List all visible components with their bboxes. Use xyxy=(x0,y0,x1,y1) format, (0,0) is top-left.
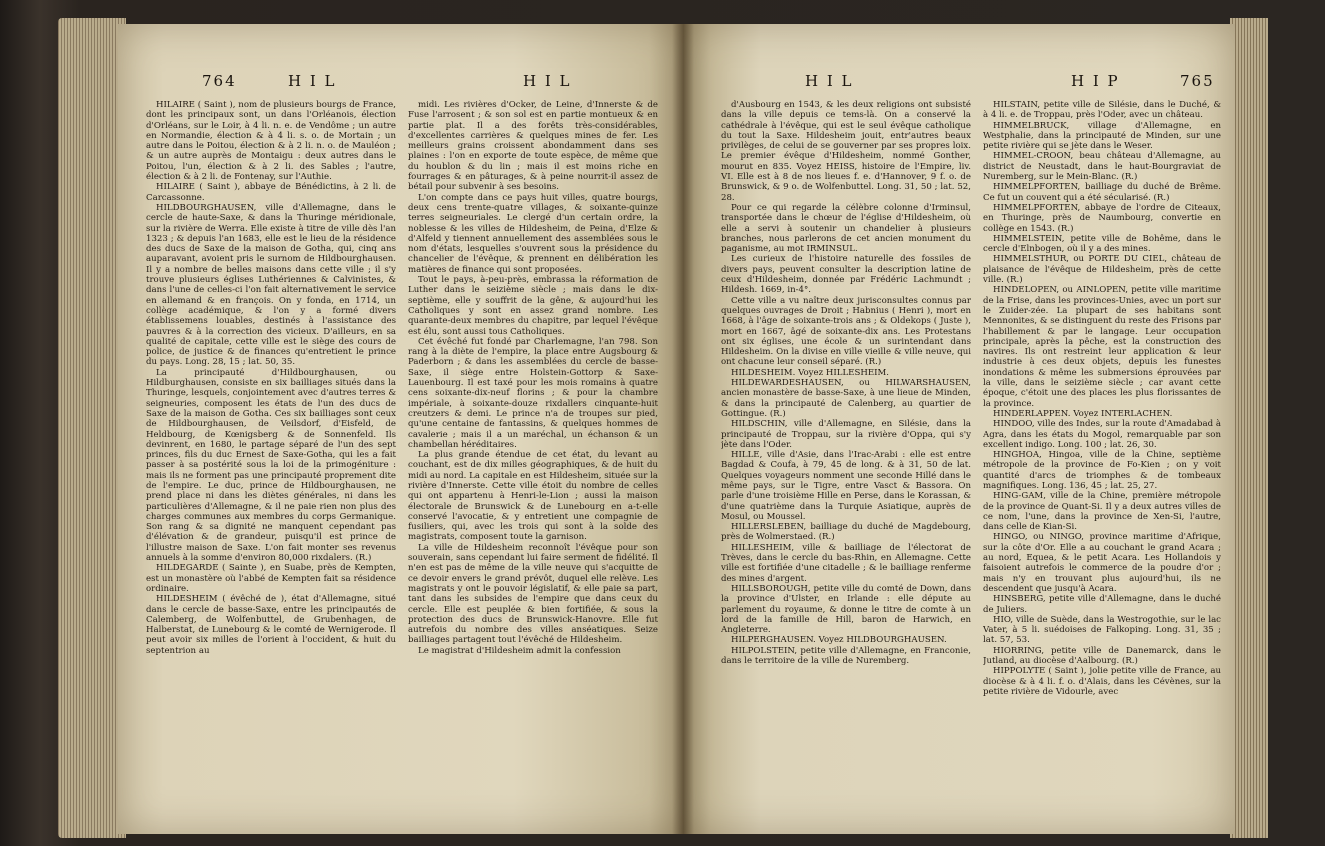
entry-paragraph: HILAIRE ( Saint ), abbaye de Bénédictins, à 2 li. de Carcassonne. xyxy=(146,182,396,203)
left-page xyxy=(118,24,683,834)
entry-paragraph: Les curieux de l'histoire naturelle des fossiles de divers pays, peuvent consulter la description latine de ceux d'Hildesheim, donnée par Frédéric Lachmundt ; Hildesh. 1669, in-4°. xyxy=(721,254,971,296)
page-edges-right xyxy=(1230,18,1268,838)
left-running-head: H I L xyxy=(288,72,337,90)
left-page-number: 764 xyxy=(202,72,237,90)
entry-paragraph: La principauté d'Hildbourghausen, ou Hildburghausen, consiste en six bailliages situés dans la Thuringe, lesquels, conjointement avec d'autres terres & seigneuries, composent les états de l'un des ducs de Saxe de la maison de Gotha. Ces six bailliages sont ceux de Hildbourghausen, de Veilsdorf, d'Eisfeld, de Heldbourg, de Kœnigsberg & de Sonnenfeld. Ils devinrent, en 1680, le partage séparé de l'un des sept princes, fils du duc Ernest de Saxe-Gotha, qui les a fait passer à sa postérité sous la loi de la primogéniture : mais ils ne forment pas une principauté proprement dite de l'empire. Le duc, prince de Hildbourghausen, ne prend place ni dans les diètes générales, ni dans les particulières d'Allemagne, & il ne paie rien non plus des charges communes aux membres du corps Germanique. Son rang & sa dignité ne manquent cependant pas d'élévation & de grandeur, puisqu'il est prince de l'illustre maison de Saxe. L'on fait monter ses revenus annuels à la somme d'environ 80,000 rixdalers. (R.) xyxy=(146,367,396,564)
entry-paragraph: HILLESHEIM, ville & bailliage de l'électorat de Trèves, dans le cercle du bas-Rhin, en Allemagne. Cette ville est fortifiée d'une citadelle ; & le bailliage renferme des mines d'argent. xyxy=(721,542,971,584)
entry-paragraph: La plus grande étendue de cet état, du levant au couchant, est de dix milles géographiques, & de huit du midi au nord. La capitale en est Hildesheim, située sur la rivière d'Innerste. Cette ville étoit du nombre de celles qui ont appartenu à Henri-le-Lion ; aussi la maison électorale de Brunswick & de Lunebourg en a-t-elle conservé l'avocatie, & y entretient une compagnie de fusiliers, qui, avec les trois qui sont à la solde des magistrats, composent toute la garnison. xyxy=(408,450,658,543)
page-edges-left xyxy=(58,18,126,838)
right-page xyxy=(683,24,1235,834)
entry-paragraph: HIO, ville de Suède, dans la Westrogothie, sur le lac Vater, à 5 li. suédoises de Falkoping. Long. 31, 35 ; lat. 57, 53. xyxy=(983,614,1221,646)
entry-paragraph: Tout le pays, à-peu-près, embrassa la réformation de Luther dans le seizième siècle ; mais dans le dix-septième, elle y souffrit de la gêne, & aujourd'hui les Catholiques y sont en assez grand nombre. Les quarante-deux membres du chapitre, par lequel l'évêque est élu, sont aussi tous Catholiques. xyxy=(408,275,658,337)
entry-paragraph: HINGHOA, Hingoa, ville de la Chine, septième métropole de la province de Fo-Kien ; on y voit quantité d'arcs de triomphes & de tombeaux magnifiques. Long. 136, 45 ; lat. 25, 27. xyxy=(983,450,1221,491)
entry-paragraph: Cet évêché fut fondé par Charlemagne, l'an 798. Son rang à la diète de l'empire, la place entre Augsbourg & Paderborn ; & dans les assemblées du cercle de basse-Saxe, il siège entre Holstein-Gottorp & Saxe-Lauenbourg. Il est taxé pour les mois romains à quatre cens soixante-dix-neuf florins ; & pour la chambre impériale, à soixante-douze rixdallers cinquante-huit creutzers & demi. Le prince n'a de troupes sur pied, qu'une centaine de fantassins, & quelques hommes de cavalerie ; mais il a un maréchal, un échanson & un chambellan héréditaires. xyxy=(408,336,658,450)
entry-paragraph: La ville de Hildesheim reconnoît l'évêque pour son souverain, sans cependant lui faire serment de fidélité. Il n'en est pas de même de la ville neuve qui s'acquitte de ce devoir envers le grand prévôt, duquel elle relève. Les magistrats y ont le pouvoir législatif, & elle paie sa part, tant dans les subsides de l'empire que dans ceux du cercle. Elle est peuplée & bien fortifiée, & sous la protection des ducs de Brunswick-Hanovre. Elle fut autrefois du nombre des villes anséatiques. Seize bailliages partagent tout l'évêché de Hildesheim. xyxy=(408,542,658,646)
entry-paragraph: HIPPOLYTE ( Saint ), jolie petite ville de France, au diocèse & à 4 li. f. o. d'Alais, dans les Cévènes, sur la petite rivière de Vidourle, avec xyxy=(983,666,1221,697)
left-running-head-col2: H I L xyxy=(523,72,572,90)
entry-paragraph: HILLSBOROUGH, petite ville du comté de Down, dans la province d'Ulster, en Irlande : elle députe au parlement du royaume, & donne le titre de comte à un lord de la famille de Hill, baron de Harwich, en Angleterre. xyxy=(721,583,971,636)
entry-paragraph: HILPERGHAUSEN. Voyez HILDBOURGHAUSEN. xyxy=(731,635,947,646)
entry-paragraph: HILDSCHIN, ville d'Allemagne, en Silésie, dans la principauté de Troppau, sur la rivière d'Oppa, qui s'y jète dans l'Oder. xyxy=(721,419,971,450)
entry-paragraph: HINDERLAPPEN. Voyez INTERLACHEN. xyxy=(993,408,1173,419)
entry-paragraph: HINSBERG, petite ville d'Allemagne, dans le duché de Juliers. xyxy=(983,594,1221,615)
entry-paragraph: HILDEGARDE ( Sainte ), en Suabe, près de Kempten, est un monastère où l'abbé de Kempten fait sa résidence ordinaire. xyxy=(146,563,396,594)
entry-paragraph: HIMMELBRUCK, village d'Allemagne, en Westphalie, dans la principauté de Minden, sur une petite rivière qui se jète dans le Weser. xyxy=(983,120,1221,152)
column-4 xyxy=(983,100,1221,834)
entry-paragraph: HILLERSLEBEN, bailliage du duché de Magdebourg, près de Wolmerstaed. (R.) xyxy=(721,522,971,543)
entry-paragraph: HILLE, ville d'Asie, dans l'Irac-Arabi : elle est entre Bagdad & Coufa, à 79, 45 de long. & à 31, 50 de lat. Quelques voyageurs nomment une seconde Hillé dans le même pays, sur le Tigre, entre Vasct & Bassora. On parle d'une troisième Hille en Perse, dans le Korassan, & d'une quatrième dans la Turquie Asiatique, auprès de Mosul, ou Moussel. xyxy=(721,450,971,522)
entry-paragraph: Pour ce qui regarde la célèbre colonne d'Irminsul, transportée dans le chœur de l'église d'Hildesheim, où elle a servi à soutenir un chandelier à plusieurs branches, nous parlerons de cet ancien monument du paganisme, au mot IRMINSUL. xyxy=(721,202,971,255)
entry-paragraph: HINDELOPEN, ou AINLOPEN, petite ville maritime de la Frise, dans les provinces-Unies, avec un port sur le Zuider-zée. La plupart de ses habitans sont Mennonites, & se distinguent du reste des Frisons par l'habillement & par le langage. Leur occupation principale, après la pêche, est la construction des navires. Ils ont restreint leur application & leur industrie à ces deux objets, depuis les funestes inondations & même les submersions éprouvées par la ville, dans le seizième siècle ; car avant cette époque, c'étoit une des places les plus florissantes de la province. xyxy=(983,285,1221,409)
entry-paragraph: HIMMELPFORTEN, abbaye de l'ordre de Citeaux, en Thuringe, près de Naumbourg, convertie en collège en 1543. (R.) xyxy=(983,202,1221,234)
right-page-number: 765 xyxy=(1180,72,1215,90)
column-2 xyxy=(408,100,658,834)
entry-paragraph: d'Ausbourg en 1543, & les deux religions ont subsisté dans la ville depuis ce tems-là. On a conservé la cathédrale à l'évêque, qui est le seul évêque catholique du tout la Saxe. Hildesheim jouit, entr'autres beaux privilèges, de celui de se gouverner par ses propres loix. Le premier évêque d'Hildesheim, nommé Gonther, mourut en 835. Voyez HEISS, histoire de l'Empire, liv. VI. Elle est à 8 de nos lieues f. e. d'Hannover, 9 f. o. de Brunswick, & 9 o. de Wolfenbuttel. Long. 31, 50 ; lat. 52, 28. xyxy=(721,100,971,203)
entry-paragraph: HINGO, ou NINGO, province maritime d'Afrique, sur la côte d'Or. Elle a au couchant le grand Acara ; au nord, Equea, & le petit Acara. Les Hollandois y faisoient autrefois le commerce de la poudre d'or ; mais n'y en trouvant plus aujourd'hui, ils ne descendent que jusqu'à Acara. xyxy=(983,532,1221,594)
entry-paragraph: HILDEWARDESHAUSEN, ou HILWARSHAUSEN, ancien monastère de basse-Saxe, à une lieue de Minden, & dans la principauté de Calenberg, au quartier de Gottingue. (R.) xyxy=(721,378,971,419)
entry-paragraph: HIMMELPFORTEN, bailliage du duché de Brême. Ce fut un couvent qui a été sécularisé. (R.) xyxy=(983,182,1221,203)
right-running-head-col1: H I L xyxy=(805,72,854,90)
column-3 xyxy=(721,100,971,834)
entry-paragraph: HIORRING, petite ville de Danemarck, dans le Jutland, au diocèse d'Aalbourg. (R.) xyxy=(983,645,1221,667)
entry-paragraph: HIMMELSTHUR, ou PORTE DU CIEL, château de plaisance de l'évêque de Hildesheim, près de cette ville. (R.) xyxy=(983,254,1221,286)
entry-paragraph: HILPOLSTEIN, petite ville d'Allemagne, en Franconie, dans le territoire de la ville de Nuremberg. xyxy=(721,645,971,667)
entry-paragraph: Cette ville a vu naître deux jurisconsultes connus par quelques ouvrages de Droit ; Habnius ( Henri ), mort en 1668, à l'âge de soixante-trois ans ; & Oldekops ( Juste ), mort en 1667, âgé de soixante-dix ans. Les Protestans ont six églises, une école & un surintendant dans Hildesheim. On la divise en ville vieille & ville neuve, qui ont chacune leur conseil séparé. (R.) xyxy=(721,295,971,368)
entry-paragraph: midi. Les rivières d'Ocker, de Leine, d'Innerste & de Fuse l'arrosent ; & son sol est en partie montueux & en partie plat. Il a des forêts très-considérables, d'excellentes carrières & quelques mines de fer. Les meilleurs grains croissent abondamment dans ses plaines : l'on en exporte de toute espèce, de même que du houblon & du lin ; mais il est moins riche en fourrages & en pâturages, & à peine nourrit-il assez de bétail pour subvenir à ses besoins. xyxy=(408,100,658,193)
entry-paragraph: L'on compte dans ce pays huit villes, quatre bourgs, deux cens trente-quatre villages, & soixante-quinze terres seigneuriales. Le clergé d'un certain ordre, la noblesse & les villes de Hildesheim, de Peina, d'Elze & d'Alfeld y tiennent annuellement des assemblées sous le nom d'états, lesquelles s'ouvrent sous la présidence du chancelier de l'évêque, & prennent en délibération les matières de finance qui sont proposées. xyxy=(408,192,658,275)
entry-paragraph: HILSTAIN, petite ville de Silésie, dans le Duché, & à 4 li. e. de Troppau, près l'Oder, avec un château. xyxy=(983,100,1221,121)
entry-paragraph: HINDOO, ville des Indes, sur la route d'Amadabad à Agra, dans les états du Mogol, remarquable par son excellent indigo. Long. 100 ; lat. 26, 30. xyxy=(983,419,1221,450)
entry-paragraph: HILDBOURGHAUSEN, ville d'Allemagne, dans le cercle de haute-Saxe, & dans la Thuringe méridionale, sur la rivière de Werra. Elle existe à titre de ville dès l'an 1323 ; & depuis l'an 1683, elle est le lieu de la résidence des ducs de Saxe de la maison de Gotha, qui, cinq ans auparavant, avoient pris le surnom de Hildbourghausen. Il y a nombre de belles maisons dans cette ville ; il s'y trouve plusieurs églises Luthériennes & Calvinistes, & dans l'une de celles-ci l'on fait alternativement le service en allemand & en françois. On y fonda, en 1714, un collège académique, & l'on y a formé divers établissemens louables, destinés à l'assistance des pauvres & à la correction des vicieux. D'ailleurs, en sa qualité de capitale, cette ville est le siège des cours de police, de justice & de finances qu'entretient le prince du pays. Long. 28, 15 ; lat. 50, 35. xyxy=(146,202,396,368)
gutter-shadow xyxy=(672,24,694,834)
entry-paragraph: HIMMEL-CROON, beau château d'Allemagne, au district de Neustadt, dans le haut-Bourgraviat de Nuremberg, sur le Mein-Blanc. (R.) xyxy=(983,151,1221,183)
column-1 xyxy=(146,100,396,834)
entry-paragraph: HILDESHEIM ( évêché de ), état d'Allemagne, situé dans le cercle de basse-Saxe, entre les principautés de Calemberg, de Wolfenbuttel, de Grubenhagen, de Halberstat, de Lunebourg & le comté de Wernigerode. Il peut avoir six milles de l'orient à l'occident, & huit du septentrion au xyxy=(146,594,396,656)
entry-paragraph: HIMMELSTEIN, petite ville de Bohême, dans le cercle d'Elnbogen, où il y a des mines. xyxy=(983,233,1221,255)
entry-paragraph: HING-GAM, ville de la Chine, première métropole de la province de Quant-Si. Il y a deux autres villes de ce nom, l'une, dans la province de Xen-Si, l'autre, dans celle de Kian-Si. xyxy=(983,491,1221,533)
entry-paragraph: Le magistrat d'Hildesheim admit la confession xyxy=(418,645,621,656)
entry-paragraph: HILDESHEIM. Voyez HILLESHEIM. xyxy=(731,367,890,378)
entry-paragraph: HILAIRE ( Saint ), nom de plusieurs bourgs de France, dont les principaux sont, un dans l'Orléanois, élection d'Orléans, sur le Loir, à 4 li. n. e. de Vendôme ; un autre en Normandie, élection & à 4 li. s. o. de Mortain ; un autre dans le Poitou, élection & à 2 li. n. o. de Mauléon ; & un autre auprès de Montaigu : deux autres dans le Poitou, l'un, élection & à 2 li. des Sables ; l'autre, élection & à 2 li. de Fontenay, sur l'Authie. xyxy=(146,100,396,183)
right-running-head: H I P xyxy=(1071,72,1120,90)
